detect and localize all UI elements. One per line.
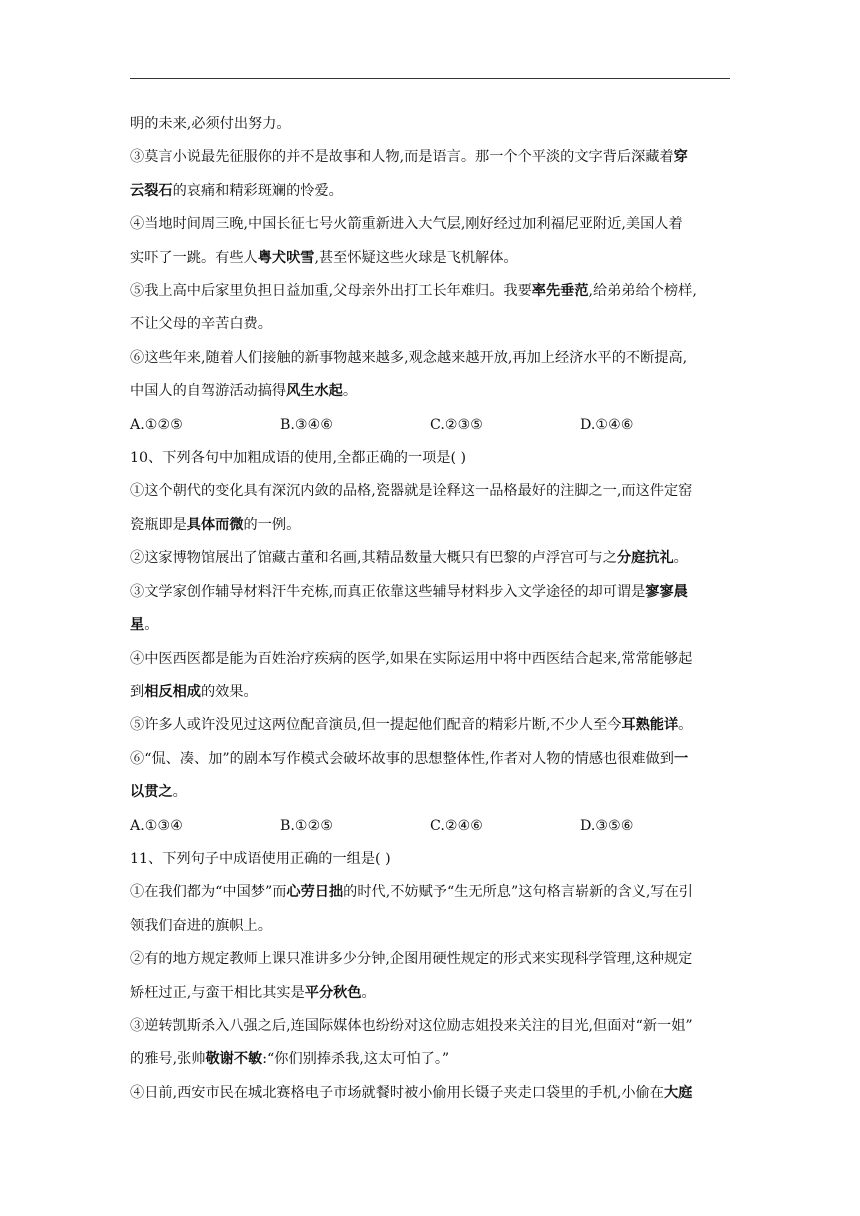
q9-sentence-6-line-1: ⑥这些年来,随着人们接触的新事物越来越多,观念越来越开放,再加上经济水平的不断提高, <box>130 349 688 366</box>
q9-sentence-6-line-2: 中国人的自驾游活动搞得风生水起。 <box>130 383 358 400</box>
q9-sentence-3-line-2: 云裂石的哀痛和精彩斑斓的怜爱。 <box>130 182 343 199</box>
q9-sentence-4-line-1: ④当地时间周三晚,中国长征七号火箭重新进入大气层,刚好经过加利福尼亚附近,美国人着 <box>130 216 683 233</box>
bold-idiom: 一 <box>673 750 689 767</box>
bold-idiom: 平分秋色 <box>304 984 362 1001</box>
bold-idiom: 率先垂范 <box>531 283 589 300</box>
q11-sentence-1-line-2: 领我们奋进的旗帜上。 <box>130 917 272 934</box>
q9-sentence-5-line-1: ⑤我上高中后家里负担日益加重,父母亲外出打工长年难归。我要率先垂范,给弟弟给个榜样, <box>130 283 697 300</box>
bold-idiom: 云裂石 <box>130 182 173 199</box>
q9-sentence-3-line-1: ③莫言小说最先征服你的并不是故事和人物,而是语言。那一个个平淡的文字背后深藏着穿 <box>130 149 688 166</box>
q10-sentence-4-line-2: 到相反相成的效果。 <box>130 683 258 700</box>
bold-idiom: 分庭抗礼 <box>616 550 674 567</box>
bold-idiom: 粤犬吠雪 <box>257 249 315 266</box>
q9-sentence-4-line-2: 实吓了一跳。有些人粤犬吠雪,甚至怀疑这些火球是飞机解体。 <box>130 249 518 266</box>
q10-sentence-3-line-1: ③文学家创作辅导材料汗牛充栋,而真正依靠这些辅导材料步入文学途径的却可谓是寥寥晨 <box>130 583 688 600</box>
bold-idiom: 星 <box>130 617 145 634</box>
q10-sentence-2: ②这家博物馆展出了馆藏古董和名画,其精品数量大概只有巴黎的卢浮宫可与之分庭抗礼。 <box>130 550 688 567</box>
option-b[interactable]: B.③④⑥ <box>280 416 334 433</box>
bold-idiom: 心劳日拙 <box>286 884 344 901</box>
q9-options <box>130 409 732 442</box>
q10-sentence-4-line-1: ④中医西医都是能为百姓治疗疾病的医学,如果在实际运用中将中西医结合起来,常常能够起 <box>130 650 693 667</box>
bold-idiom: 具体而微 <box>186 516 244 533</box>
q10-sentence-6-line-1: ⑥“侃、凑、加”的剧本写作模式会破坏故事的思想整体性,作者对人物的情感也很难做到一 <box>130 750 689 767</box>
bold-idiom: 耳熟能详 <box>621 717 679 734</box>
q11-sentence-4-line-1: ④日前,西安市民在城北赛格电子市场就餐时被小偷用长镊子夹走口袋里的手机,小偷在大庭 <box>130 1084 693 1101</box>
bold-idiom: 以贯之 <box>130 784 173 801</box>
bold-idiom: 穿 <box>673 149 688 166</box>
q10-options <box>130 810 732 843</box>
q10-sentence-1-line-2: 瓷瓶即是具体而微的一例。 <box>130 516 301 533</box>
q10-sentence-5: ⑤许多人或许没见过这两位配音演员,但一提起他们配音的精彩片断,不少人至今耳熟能详。 <box>130 717 693 734</box>
q9-continuation-line: 明的未来,必须付出努力。 <box>130 116 291 132</box>
option-a[interactable]: A.①③④ <box>130 817 183 834</box>
document-body <box>130 108 732 1110</box>
q11-sentence-3-line-2: 的雅号,张帅敬谢不敏:“你们别捧杀我,这太可怕了。” <box>130 1051 450 1068</box>
q10-sentence-3-line-2: 星。 <box>130 617 159 634</box>
q11-sentence-3-line-1: ③逆转凯斯杀入八强之后,连国际媒体也纷纷对这位励志姐投来关注的目光,但面对“新一姐” <box>130 1017 693 1034</box>
bold-idiom: 敬谢不敏 <box>205 1051 263 1068</box>
q11-title: 11、下列句子中成语使用正确的一组是( ) <box>130 850 391 867</box>
option-b[interactable]: B.①②⑤ <box>280 817 334 834</box>
option-c[interactable]: C.②③⑤ <box>430 416 484 433</box>
q11-sentence-2-line-2: 矫枉过正,与蛮干相比其实是平分秋色。 <box>130 984 376 1001</box>
q10-sentence-6-line-2: 以贯之。 <box>130 784 187 801</box>
header-rule <box>130 78 730 79</box>
q11-sentence-2-line-1: ②有的地方规定教师上课只准讲多少分钟,企图用硬性规定的形式来实现科学管理,这种规定 <box>130 951 693 968</box>
q10-sentence-1-line-1: ①这个朝代的变化具有深沉内敛的品格,瓷器就是诠释这一品格最好的注脚之一,而这件定窑 <box>130 483 693 500</box>
option-d[interactable]: D.①④⑥ <box>580 416 634 433</box>
q11-sentence-1-line-1: ①在我们都为“中国梦”而心劳日拙的时代,不妨赋予“生无所息”这句格言崭新的含义,写在引 <box>130 884 693 901</box>
bold-idiom: 相反相成 <box>144 683 201 700</box>
option-a[interactable]: A.①②⑤ <box>130 416 183 433</box>
bold-idiom: 大庭 <box>663 1084 693 1101</box>
q10-title: 10、下列各句中加粗成语的使用,全都正确的一项是( ) <box>130 450 467 467</box>
option-d[interactable]: D.③⑤⑥ <box>580 817 634 834</box>
bold-idiom: 风生水起 <box>286 383 343 400</box>
bold-idiom: 寥寥晨 <box>645 583 688 600</box>
option-c[interactable]: C.②④⑥ <box>430 817 484 834</box>
q9-sentence-5-line-2: 不让父母的辛苦白费。 <box>130 316 272 333</box>
